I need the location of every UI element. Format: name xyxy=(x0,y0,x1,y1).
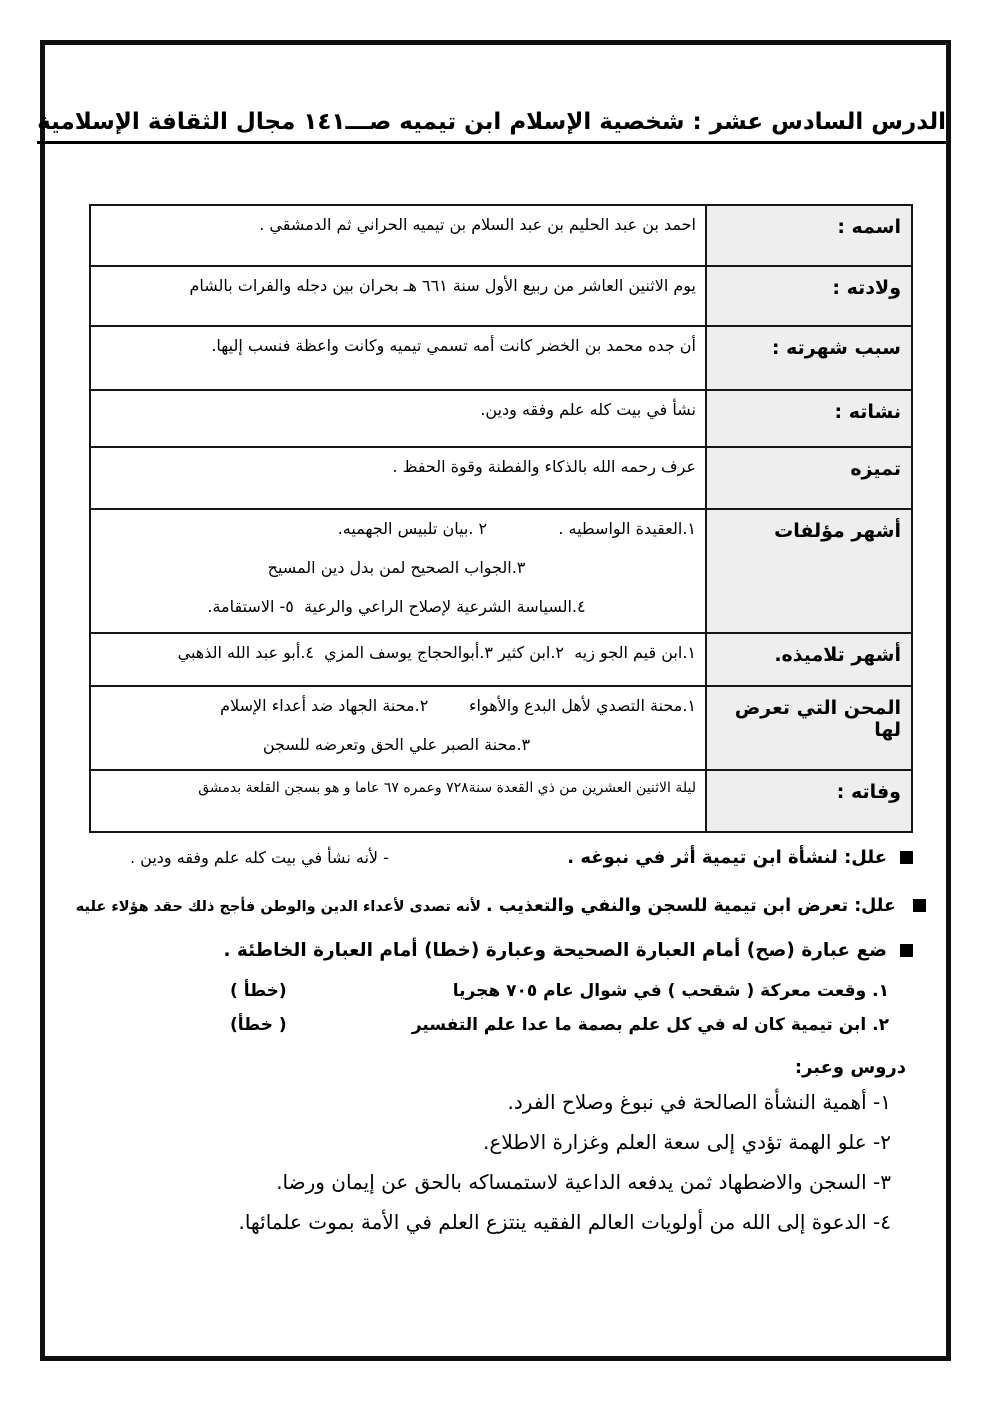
tf-statement: ١. وقعت معركة ( شقحب ) في شوال عام ٧٠٥ هجريا xyxy=(452,981,889,1001)
cell-line: عرف رحمه الله بالذكاء والفطنة وقوة الحفظ . xyxy=(392,457,696,476)
table-row xyxy=(90,686,912,770)
cell-line: ٤.السياسة الشرعية لإصلاح الراعي والرعية ٥- الاستقامة. xyxy=(207,597,586,617)
true-false-section xyxy=(230,981,889,1035)
tf-row xyxy=(230,1015,889,1035)
lesson-title: الدرس السادس عشر : شخصية الإسلام ابن تيميه صـــ١٤١ مجال الثقافة الإسلامية xyxy=(37,109,946,144)
row-label: أشهر مؤلفات xyxy=(706,509,912,633)
bullet-square-icon xyxy=(900,851,913,864)
bullet-square-icon xyxy=(913,899,926,912)
cell-line: يوم الاثنين العاشر من ربيع الأول سنة ٦٦١ هـ بحران بين دجله والفرات بالشام xyxy=(189,276,696,295)
table-row xyxy=(90,447,912,509)
table-row xyxy=(90,509,912,633)
cell-line: أن جده محمد بن الخضر كانت أمه تسمي تيميه وكانت واعظة فنسب إليها. xyxy=(211,336,696,355)
table-row xyxy=(90,326,912,390)
tf-answer: ( خطأ) xyxy=(230,1015,287,1035)
row-content xyxy=(90,633,706,686)
lessons-list xyxy=(90,1087,891,1238)
cell-line: ١.محنة التصدي لأهل البدع والأهواء ٢.محنة الجهاد ضد أعداء الإسلام xyxy=(220,696,696,715)
row-label: ولادته : xyxy=(706,266,912,326)
row-content xyxy=(90,770,706,832)
tf-row xyxy=(230,981,889,1001)
row-label: اسمه : xyxy=(706,205,912,266)
table-row xyxy=(90,266,912,326)
cell-line: احمد بن عبد الحليم بن عبد السلام بن تيميه الحراني ثم الدمشقي . xyxy=(259,215,696,234)
cell-line: ٣.محنة الصبر علي الحق وتعرضه للسجن xyxy=(262,735,531,755)
row-content xyxy=(90,447,706,509)
lesson-item: ١- أهمية النشأة الصالحة في نبوغ وصلاح الفرد. xyxy=(507,1090,891,1114)
cell-line: ١.ابن قيم الجو زيه ٢.ابن كثير ٣.أبوالحجاج يوسف المزي ٤.أبو عبد الله الذهبي xyxy=(177,643,696,662)
note-item-prison xyxy=(60,896,926,916)
note-item-true-false-instruction xyxy=(60,940,913,961)
row-content xyxy=(90,205,706,266)
cell-line: ١.العقيدة الواسطيه . ٢ .بيان تلبيس الجهميه. xyxy=(337,519,696,538)
cell-line: ٣.الجواب الصحيح لمن بدل دين المسيح xyxy=(267,558,526,578)
info-table xyxy=(89,204,913,833)
note-title: علل: تعرض ابن تيمية للسجن والنفي والتعذيب . xyxy=(486,896,896,916)
lesson-item: ٢- علو الهمة تؤدي إلى سعة العلم وغزارة الاطلاع. xyxy=(483,1130,891,1154)
row-label: المحن التي تعرض لها xyxy=(706,686,912,770)
tf-answer: (خطأ ) xyxy=(230,981,287,1001)
note-answer: لأنه تصدى لأعداء الدين والوطن فأجج ذلك حقد هؤلاء عليه xyxy=(75,899,481,915)
table-row xyxy=(90,205,912,266)
bullet-square-icon xyxy=(900,944,913,957)
row-content xyxy=(90,326,706,390)
cell-line: نشأ في بيت كله علم وفقه ودين. xyxy=(480,400,696,419)
table-row xyxy=(90,770,912,832)
page-border-frame xyxy=(37,40,951,1361)
note-item-nurture xyxy=(130,847,913,868)
table-row xyxy=(90,390,912,447)
lessons-heading: دروس وعبر: xyxy=(794,1057,906,1078)
note-answer: - لأنه نشأ في بيت كله علم وفقه ودين . xyxy=(130,848,389,867)
cell-line: ليلة الاثنين العشرين من ذي القعدة سنة٧٢٨ وعمره ٦٧ عاما و هو بسجن القلعة بدمشق xyxy=(198,780,696,796)
row-content xyxy=(90,686,706,770)
note-title: ضع عبارة (صح) أمام العبارة الصحيحة وعبارة (خطا) أمام العبارة الخاطئة . xyxy=(223,940,887,961)
row-label: نشاته : xyxy=(706,390,912,447)
lesson-item: ٣- السجن والاضطهاد ثمن يدفعه الداعية لاستمساكه بالحق عن إيمان ورضا. xyxy=(276,1170,891,1194)
row-label: تميزه xyxy=(706,447,912,509)
row-label: سبب شهرته : xyxy=(706,326,912,390)
note-title: علل: لنشأة ابن تيمية أثر في نبوغه . xyxy=(567,847,887,868)
row-label: أشهر تلاميذه. xyxy=(706,633,912,686)
table-row xyxy=(90,633,912,686)
tf-statement: ٢. ابن تيمية كان له في كل علم بصمة ما عدا علم التفسير xyxy=(411,1015,889,1035)
title-row xyxy=(37,109,946,144)
lesson-item: ٤- الدعوة إلى الله من أولويات العالم الفقيه ينتزع العلم في الأمة بموت علمائها. xyxy=(238,1210,891,1234)
row-content xyxy=(90,266,706,326)
row-label: وفاته : xyxy=(706,770,912,832)
row-content xyxy=(90,509,706,633)
row-content xyxy=(90,390,706,447)
